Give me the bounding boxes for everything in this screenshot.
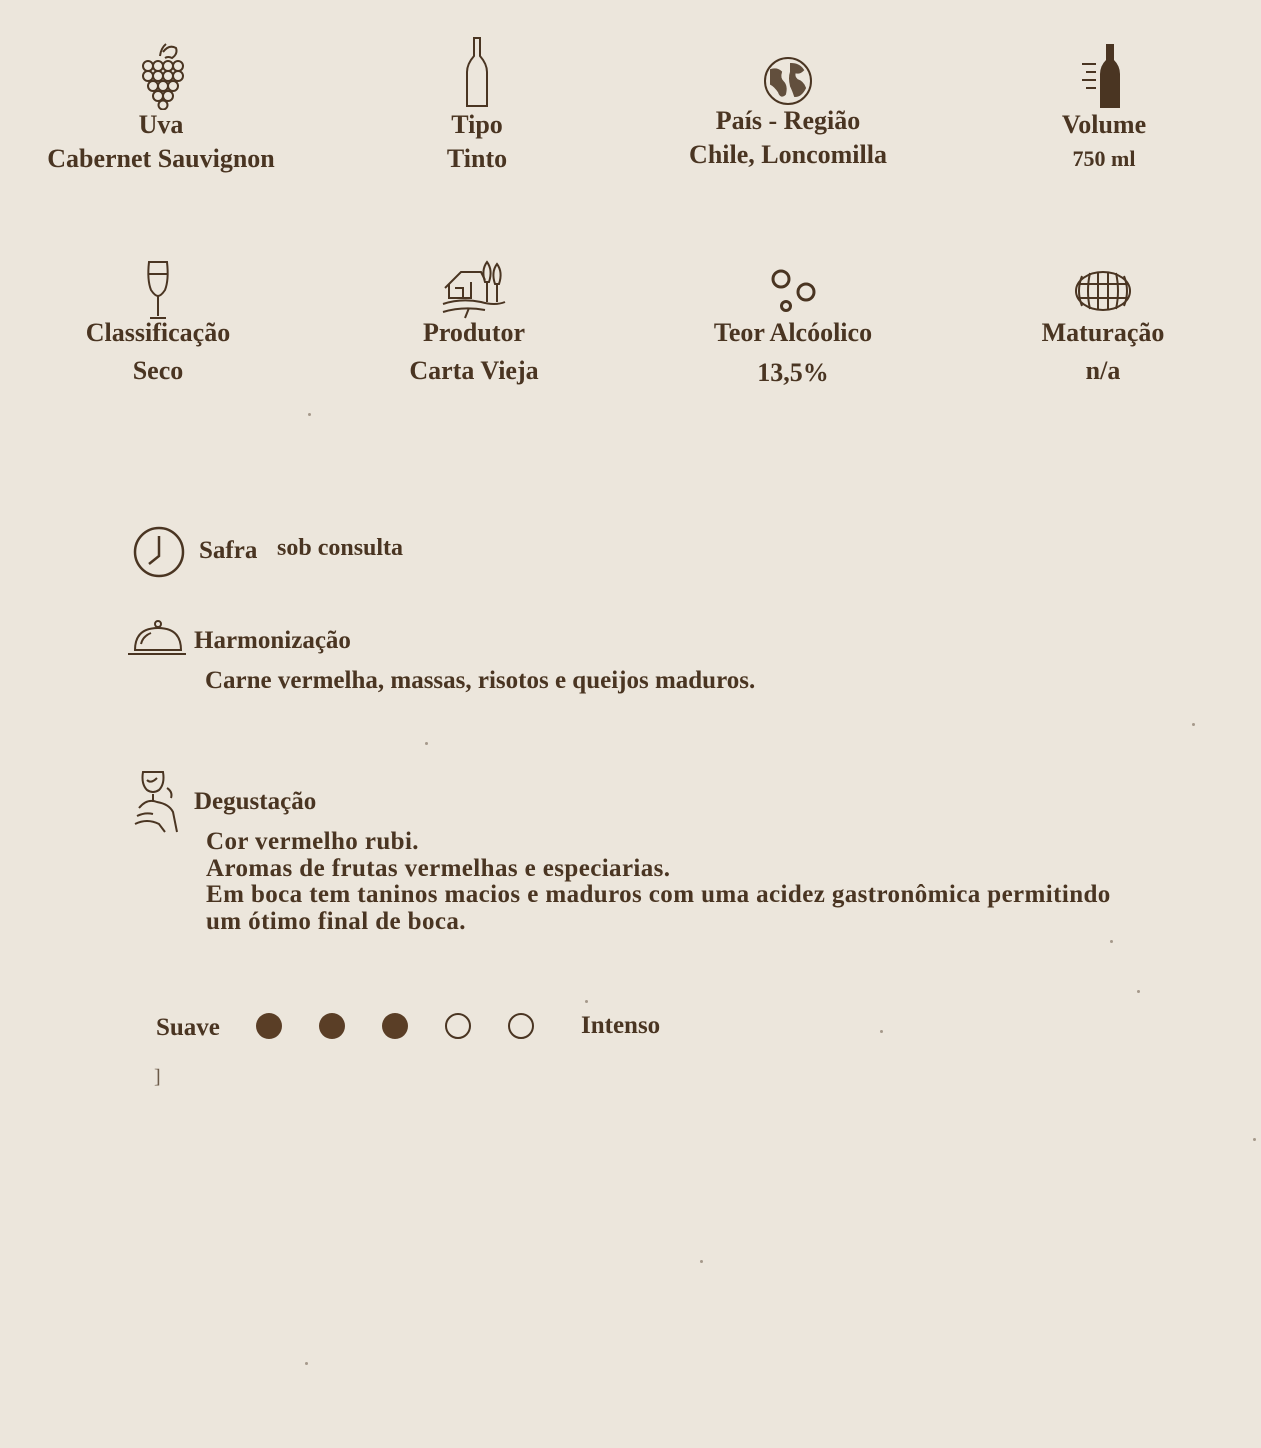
intensity-dot: [319, 1013, 345, 1039]
safra-value: sob consulta: [277, 535, 404, 561]
bubbles-icon: [770, 268, 816, 314]
spec-value: Chile, Loncomilla: [689, 140, 887, 169]
winery-icon: [441, 258, 507, 320]
tasting-line: Em boca tem taninos macios e maduros com uma acidez gastronômica permitindo: [206, 881, 1111, 908]
pairing-title: Harmonização: [194, 627, 351, 654]
stray-mark: ]: [154, 1066, 161, 1088]
spec-label: Classificação: [85, 318, 231, 347]
spec-value: Cabernet Sauvignon: [47, 144, 275, 173]
safra-label: Safra: [199, 537, 258, 564]
spec-value: 13,5%: [757, 358, 829, 387]
tasting-title: Degustação: [194, 788, 317, 815]
tasting-notes: [206, 829, 1111, 935]
spec-value: Carta Vieja: [409, 356, 539, 385]
spec-label: País - Região: [715, 106, 861, 135]
intensity-max-label: Intenso: [581, 1012, 661, 1039]
spec-label: Maturação: [1041, 318, 1165, 347]
clock-icon: [133, 526, 185, 578]
bottle-filled-icon: [1080, 42, 1128, 110]
intensity-dot: [256, 1013, 282, 1039]
intensity-dot: [508, 1013, 534, 1039]
spec-label: Produtor: [422, 318, 526, 347]
globe-icon: [763, 56, 813, 106]
spec-value: n/a: [1085, 356, 1121, 385]
barrel-icon: [1074, 270, 1132, 312]
spec-value: 750 ml: [1072, 146, 1136, 171]
spec-classification: [8, 260, 308, 400]
cloche-icon: [127, 618, 187, 658]
tasting-line: Aromas de frutas vermelhas e especiarias.: [206, 854, 671, 882]
spec-value: Tinto: [446, 144, 508, 173]
spec-label: Teor Alcóolico: [713, 318, 873, 347]
tasting-hand-icon: [133, 768, 183, 836]
spec-label: Volume: [1061, 110, 1147, 139]
spec-grape: [11, 40, 311, 180]
spec-volume: [954, 42, 1254, 182]
spec-producer: [324, 258, 624, 398]
pairing-text: Carne vermelha, massas, risotos e queijos maduros.: [205, 667, 756, 694]
intensity-min-label: Suave: [156, 1014, 220, 1041]
spec-country: [638, 56, 938, 186]
bottle-outline-icon: [465, 36, 489, 108]
wine-glass-icon: [145, 260, 171, 320]
spec-alcohol: [643, 268, 943, 398]
tasting-line: Cor vermelho rubi.: [206, 828, 419, 855]
spec-label: Tipo: [451, 110, 503, 139]
spec-type: [327, 36, 627, 176]
intensity-dot: [382, 1013, 408, 1039]
intensity-dot: [445, 1013, 471, 1039]
spec-value: Seco: [132, 356, 184, 385]
tasting-line: um ótimo final de boca.: [206, 907, 466, 935]
grape-icon: [138, 42, 184, 110]
spec-label: Uva: [138, 110, 184, 139]
spec-maturation: [953, 270, 1253, 400]
